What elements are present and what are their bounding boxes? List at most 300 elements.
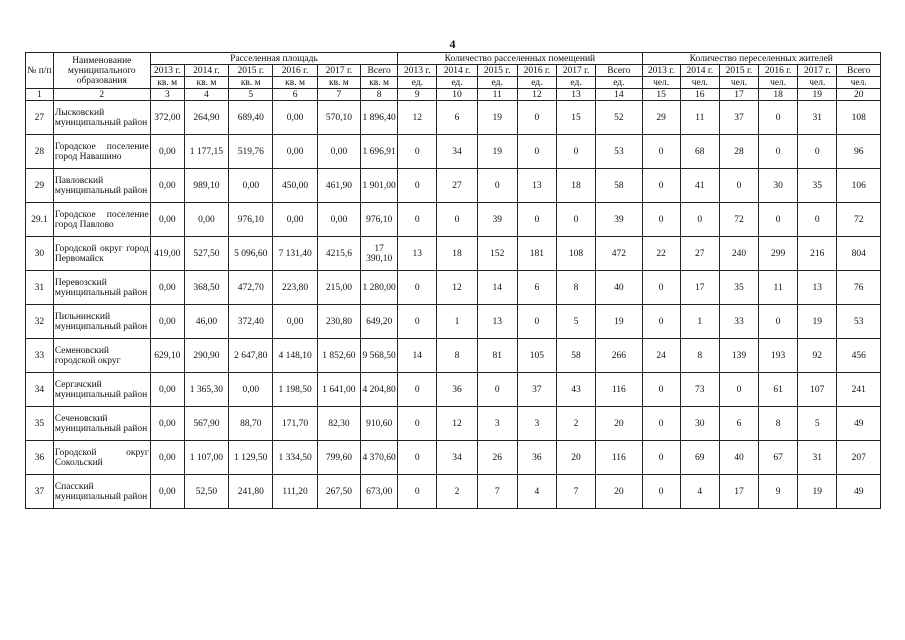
row-people-value: 19 (798, 305, 837, 339)
row-area-value: 1 107,00 (184, 441, 228, 475)
column-number-cell: 5 (229, 89, 273, 101)
row-number: 27 (26, 101, 54, 135)
row-rooms-value: 0 (398, 373, 437, 407)
row-area-value: 223,80 (273, 271, 317, 305)
table-row (26, 237, 881, 271)
row-area-value: 4215,6 (317, 237, 360, 271)
table-row (26, 169, 881, 203)
row-people-value: 40 (719, 441, 758, 475)
header-unit-cell: ед. (596, 77, 642, 89)
row-people-value: 0 (642, 441, 680, 475)
row-area-value: 1 177,15 (184, 135, 228, 169)
row-area-value: 82,30 (317, 407, 360, 441)
row-rooms-value: 3 (477, 407, 517, 441)
row-area-value: 52,50 (184, 475, 228, 509)
row-rooms-value: 0 (517, 305, 556, 339)
row-area-value: 372,40 (229, 305, 273, 339)
row-people-value: 6 (719, 407, 758, 441)
header-year-cell: 2017 г. (798, 65, 837, 77)
row-area-value: 4 148,10 (273, 339, 317, 373)
row-people-value: 299 (759, 237, 798, 271)
row-area-value: 0,00 (150, 169, 184, 203)
row-area-value: 0,00 (273, 135, 317, 169)
row-area-value: 799,60 (317, 441, 360, 475)
row-people-value: 49 (837, 475, 881, 509)
row-area-value: 450,00 (273, 169, 317, 203)
row-municipality-name: Городское поселение город Павлово (53, 203, 150, 237)
row-people-value: 35 (719, 271, 758, 305)
row-area-value: 0,00 (150, 373, 184, 407)
row-municipality-name: Перевозский муниципальный район (53, 271, 150, 305)
row-area-value: 1 696,91 (361, 135, 398, 169)
row-people-value: 193 (759, 339, 798, 373)
column-number-cell: 16 (680, 89, 719, 101)
row-rooms-value: 34 (437, 441, 477, 475)
header-unit-cell: кв. м (361, 77, 398, 89)
row-people-value: 0 (642, 373, 680, 407)
row-people-value: 0 (642, 305, 680, 339)
column-number-cell: 2 (53, 89, 150, 101)
row-municipality-name: Павловский муниципальный район (53, 169, 150, 203)
row-rooms-value: 43 (556, 373, 595, 407)
row-rooms-value: 266 (596, 339, 642, 373)
row-area-value: 4 204,80 (361, 373, 398, 407)
column-number-cell: 1 (26, 89, 54, 101)
row-rooms-value: 1 (437, 305, 477, 339)
row-area-value: 7 131,40 (273, 237, 317, 271)
row-rooms-value: 58 (596, 169, 642, 203)
row-area-value: 570,10 (317, 101, 360, 135)
row-rooms-value: 12 (437, 271, 477, 305)
header-year-cell: 2015 г. (477, 65, 517, 77)
row-area-value: 0,00 (150, 475, 184, 509)
row-rooms-value: 0 (477, 169, 517, 203)
column-number-cell: 13 (556, 89, 595, 101)
row-rooms-value: 0 (398, 203, 437, 237)
row-rooms-value: 18 (437, 237, 477, 271)
row-people-value: 69 (680, 441, 719, 475)
row-area-value: 0,00 (317, 203, 360, 237)
row-area-value: 910,60 (361, 407, 398, 441)
row-people-value: 107 (798, 373, 837, 407)
header-unit-cell: чел. (642, 77, 680, 89)
row-people-value: 13 (798, 271, 837, 305)
header-people-group: Количество переселенных жителей (642, 53, 880, 65)
row-people-value: 0 (798, 203, 837, 237)
row-rooms-value: 4 (517, 475, 556, 509)
row-people-value: 4 (680, 475, 719, 509)
row-people-value: 17 (680, 271, 719, 305)
header-unit-cell: кв. м (317, 77, 360, 89)
row-rooms-value: 13 (517, 169, 556, 203)
row-people-value: 17 (719, 475, 758, 509)
row-area-value: 1 365,30 (184, 373, 228, 407)
header-year-cell: 2013 г. (642, 65, 680, 77)
row-rooms-value: 116 (596, 373, 642, 407)
row-rooms-value: 81 (477, 339, 517, 373)
row-rooms-value: 20 (556, 441, 595, 475)
column-number-cell: 4 (184, 89, 228, 101)
column-number-cell: 7 (317, 89, 360, 101)
header-unit-cell: кв. м (229, 77, 273, 89)
row-people-value: 29 (642, 101, 680, 135)
row-rooms-value: 105 (517, 339, 556, 373)
row-area-value: 461,90 (317, 169, 360, 203)
row-municipality-name: Городской округ Сокольский (53, 441, 150, 475)
header-year-cell: Всего (596, 65, 642, 77)
row-people-value: 76 (837, 271, 881, 305)
row-people-value: 8 (680, 339, 719, 373)
row-area-value: 230,80 (317, 305, 360, 339)
row-municipality-name: Городское поселение город Навашино (53, 135, 150, 169)
row-rooms-value: 53 (596, 135, 642, 169)
row-rooms-value: 8 (437, 339, 477, 373)
header-unit-cell: ед. (437, 77, 477, 89)
row-people-value: 0 (642, 407, 680, 441)
row-rooms-value: 0 (477, 373, 517, 407)
row-rooms-value: 5 (556, 305, 595, 339)
row-rooms-value: 0 (517, 135, 556, 169)
column-number-cell: 11 (477, 89, 517, 101)
row-area-value: 5 096,60 (229, 237, 273, 271)
row-area-value: 0,00 (150, 407, 184, 441)
row-area-value: 1 129,50 (229, 441, 273, 475)
row-rooms-value: 0 (398, 441, 437, 475)
row-area-value: 290,90 (184, 339, 228, 373)
header-unit-cell: кв. м (150, 77, 184, 89)
row-number: 34 (26, 373, 54, 407)
row-number: 32 (26, 305, 54, 339)
row-rooms-value: 39 (477, 203, 517, 237)
table-row (26, 339, 881, 373)
row-people-value: 11 (759, 271, 798, 305)
row-area-value: 0,00 (150, 271, 184, 305)
row-area-value: 111,20 (273, 475, 317, 509)
table-row (26, 441, 881, 475)
row-number: 29.1 (26, 203, 54, 237)
row-rooms-value: 14 (477, 271, 517, 305)
row-rooms-value: 37 (517, 373, 556, 407)
row-area-value: 0,00 (150, 305, 184, 339)
row-rooms-value: 12 (398, 101, 437, 135)
row-rooms-value: 472 (596, 237, 642, 271)
column-number-cell: 8 (361, 89, 398, 101)
row-area-value: 1 334,50 (273, 441, 317, 475)
header-num: № п/п (26, 53, 54, 89)
header-year-cell: 2014 г. (184, 65, 228, 77)
row-people-value: 49 (837, 407, 881, 441)
row-people-value: 0 (642, 135, 680, 169)
row-number: 35 (26, 407, 54, 441)
row-people-value: 241 (837, 373, 881, 407)
row-rooms-value: 3 (517, 407, 556, 441)
row-area-value: 17 390,10 (361, 237, 398, 271)
row-rooms-value: 2 (556, 407, 595, 441)
column-number-cell: 18 (759, 89, 798, 101)
row-people-value: 0 (759, 101, 798, 135)
row-area-value: 0,00 (229, 169, 273, 203)
row-area-value: 689,40 (229, 101, 273, 135)
row-people-value: 41 (680, 169, 719, 203)
table-row (26, 101, 881, 135)
column-number-cell: 6 (273, 89, 317, 101)
table-row (26, 407, 881, 441)
row-people-value: 1 (680, 305, 719, 339)
row-people-value: 804 (837, 237, 881, 271)
row-area-value: 0,00 (273, 305, 317, 339)
header-year-cell: 2017 г. (556, 65, 595, 77)
column-number-cell: 3 (150, 89, 184, 101)
row-rooms-value: 0 (556, 135, 595, 169)
row-rooms-value: 15 (556, 101, 595, 135)
row-area-value: 629,10 (150, 339, 184, 373)
row-municipality-name: Спасский муниципальный район (53, 475, 150, 509)
row-people-value: 96 (837, 135, 881, 169)
row-people-value: 27 (680, 237, 719, 271)
row-number: 29 (26, 169, 54, 203)
row-rooms-value: 0 (437, 203, 477, 237)
row-number: 33 (26, 339, 54, 373)
row-people-value: 19 (798, 475, 837, 509)
row-rooms-value: 6 (437, 101, 477, 135)
row-rooms-value: 6 (517, 271, 556, 305)
row-municipality-name: Сеченовский муниципальный район (53, 407, 150, 441)
row-rooms-value: 58 (556, 339, 595, 373)
row-people-value: 0 (759, 305, 798, 339)
header-rooms-group: Количество расселенных помещений (398, 53, 642, 65)
row-rooms-value: 34 (437, 135, 477, 169)
header-year-cell: 2015 г. (719, 65, 758, 77)
row-people-value: 22 (642, 237, 680, 271)
row-people-value: 8 (759, 407, 798, 441)
header-year-cell: 2014 г. (680, 65, 719, 77)
row-area-value: 0,00 (229, 373, 273, 407)
row-rooms-value: 40 (596, 271, 642, 305)
row-municipality-name: Лысковский муниципальный район (53, 101, 150, 135)
row-people-value: 0 (642, 475, 680, 509)
row-municipality-name: Пильнинский муниципальный район (53, 305, 150, 339)
row-area-value: 0,00 (150, 135, 184, 169)
row-people-value: 30 (759, 169, 798, 203)
row-rooms-value: 19 (477, 101, 517, 135)
row-people-value: 0 (759, 135, 798, 169)
row-rooms-value: 0 (517, 101, 556, 135)
row-rooms-value: 8 (556, 271, 595, 305)
row-rooms-value: 13 (398, 237, 437, 271)
row-people-value: 0 (642, 271, 680, 305)
row-people-value: 216 (798, 237, 837, 271)
header-unit-cell: ед. (517, 77, 556, 89)
row-people-value: 106 (837, 169, 881, 203)
row-area-value: 372,00 (150, 101, 184, 135)
header-unit-cell: чел. (759, 77, 798, 89)
row-rooms-value: 36 (437, 373, 477, 407)
header-year-cell: 2014 г. (437, 65, 477, 77)
row-people-value: 37 (719, 101, 758, 135)
header-unit-cell: чел. (798, 77, 837, 89)
row-rooms-value: 19 (477, 135, 517, 169)
row-municipality-name: Городской округ город Первомайск (53, 237, 150, 271)
row-area-value: 649,20 (361, 305, 398, 339)
column-number-cell: 17 (719, 89, 758, 101)
row-municipality-name: Семеновский городской округ (53, 339, 150, 373)
row-people-value: 0 (642, 169, 680, 203)
row-rooms-value: 0 (398, 169, 437, 203)
table-row (26, 475, 881, 509)
header-year-cell: Всего (361, 65, 398, 77)
row-rooms-value: 39 (596, 203, 642, 237)
row-rooms-value: 0 (398, 135, 437, 169)
row-area-value: 1 852,60 (317, 339, 360, 373)
row-area-value: 2 647,80 (229, 339, 273, 373)
row-people-value: 139 (719, 339, 758, 373)
row-area-value: 46,00 (184, 305, 228, 339)
column-number-cell: 12 (517, 89, 556, 101)
column-number-cell: 20 (837, 89, 881, 101)
row-area-value: 673,00 (361, 475, 398, 509)
row-rooms-value: 7 (556, 475, 595, 509)
row-people-value: 67 (759, 441, 798, 475)
row-rooms-value: 0 (398, 305, 437, 339)
row-area-value: 419,00 (150, 237, 184, 271)
row-people-value: 31 (798, 441, 837, 475)
row-people-value: 33 (719, 305, 758, 339)
row-rooms-value: 14 (398, 339, 437, 373)
header-area-group: Расселенная площадь (150, 53, 397, 65)
row-rooms-value: 116 (596, 441, 642, 475)
column-number-cell: 15 (642, 89, 680, 101)
row-people-value: 240 (719, 237, 758, 271)
row-rooms-value: 0 (517, 203, 556, 237)
row-area-value: 0,00 (150, 203, 184, 237)
row-area-value: 1 901,00 (361, 169, 398, 203)
row-people-value: 456 (837, 339, 881, 373)
row-people-value: 9 (759, 475, 798, 509)
row-area-value: 368,50 (184, 271, 228, 305)
column-number-cell: 9 (398, 89, 437, 101)
row-number: 28 (26, 135, 54, 169)
row-number: 36 (26, 441, 54, 475)
row-rooms-value: 20 (596, 407, 642, 441)
row-people-value: 0 (642, 203, 680, 237)
row-people-value: 11 (680, 101, 719, 135)
row-rooms-value: 0 (398, 271, 437, 305)
row-area-value: 519,76 (229, 135, 273, 169)
row-people-value: 24 (642, 339, 680, 373)
header-year-cell: 2015 г. (229, 65, 273, 77)
row-rooms-value: 27 (437, 169, 477, 203)
row-rooms-value: 36 (517, 441, 556, 475)
header-year-cell: 2017 г. (317, 65, 360, 77)
row-rooms-value: 52 (596, 101, 642, 135)
header-year-cell: Всего (837, 65, 881, 77)
row-people-value: 0 (798, 135, 837, 169)
row-area-value: 88,70 (229, 407, 273, 441)
table-row (26, 135, 881, 169)
header-unit-cell: кв. м (184, 77, 228, 89)
row-people-value: 0 (759, 203, 798, 237)
row-rooms-value: 12 (437, 407, 477, 441)
row-rooms-value: 0 (398, 475, 437, 509)
row-area-value: 0,00 (184, 203, 228, 237)
row-area-value: 0,00 (150, 441, 184, 475)
row-people-value: 61 (759, 373, 798, 407)
row-rooms-value: 19 (596, 305, 642, 339)
row-number: 31 (26, 271, 54, 305)
row-area-value: 567,90 (184, 407, 228, 441)
row-area-value: 989,10 (184, 169, 228, 203)
row-rooms-value: 7 (477, 475, 517, 509)
row-rooms-value: 0 (556, 203, 595, 237)
row-people-value: 5 (798, 407, 837, 441)
column-number-cell: 14 (596, 89, 642, 101)
header-unit-cell: ед. (398, 77, 437, 89)
row-people-value: 30 (680, 407, 719, 441)
row-area-value: 0,00 (273, 203, 317, 237)
row-rooms-value: 18 (556, 169, 595, 203)
row-area-value: 171,70 (273, 407, 317, 441)
column-number-cell: 10 (437, 89, 477, 101)
row-people-value: 73 (680, 373, 719, 407)
header-unit-cell: ед. (556, 77, 595, 89)
header-unit-cell: кв. м (273, 77, 317, 89)
row-people-value: 92 (798, 339, 837, 373)
row-people-value: 35 (798, 169, 837, 203)
row-rooms-value: 152 (477, 237, 517, 271)
row-area-value: 267,50 (317, 475, 360, 509)
header-unit-cell: чел. (719, 77, 758, 89)
row-people-value: 0 (719, 373, 758, 407)
header-unit-cell: чел. (837, 77, 881, 89)
row-area-value: 9 568,50 (361, 339, 398, 373)
row-area-value: 0,00 (317, 135, 360, 169)
page-number: 4 (449, 37, 456, 51)
row-rooms-value: 2 (437, 475, 477, 509)
header-year-cell: 2016 г. (273, 65, 317, 77)
row-area-value: 976,10 (229, 203, 273, 237)
row-number: 37 (26, 475, 54, 509)
row-people-value: 72 (719, 203, 758, 237)
header-year-cell: 2013 г. (398, 65, 437, 77)
header-year-cell: 2016 г. (759, 65, 798, 77)
row-area-value: 1 641,00 (317, 373, 360, 407)
row-area-value: 0,00 (273, 101, 317, 135)
table-row (26, 373, 881, 407)
row-rooms-value: 181 (517, 237, 556, 271)
row-area-value: 1 896,40 (361, 101, 398, 135)
row-people-value: 53 (837, 305, 881, 339)
table-row (26, 203, 881, 237)
header-year-cell: 2016 г. (517, 65, 556, 77)
row-area-value: 215,00 (317, 271, 360, 305)
header-unit-cell: чел. (680, 77, 719, 89)
row-municipality-name: Сергачский муниципальный район (53, 373, 150, 407)
row-area-value: 4 370,60 (361, 441, 398, 475)
table-row (26, 271, 881, 305)
row-area-value: 241,80 (229, 475, 273, 509)
row-people-value: 0 (719, 169, 758, 203)
row-area-value: 472,70 (229, 271, 273, 305)
row-people-value: 0 (680, 203, 719, 237)
row-people-value: 207 (837, 441, 881, 475)
row-people-value: 108 (837, 101, 881, 135)
row-rooms-value: 13 (477, 305, 517, 339)
row-area-value: 1 198,50 (273, 373, 317, 407)
table-row (26, 305, 881, 339)
row-rooms-value: 20 (596, 475, 642, 509)
column-number-cell: 19 (798, 89, 837, 101)
row-people-value: 28 (719, 135, 758, 169)
